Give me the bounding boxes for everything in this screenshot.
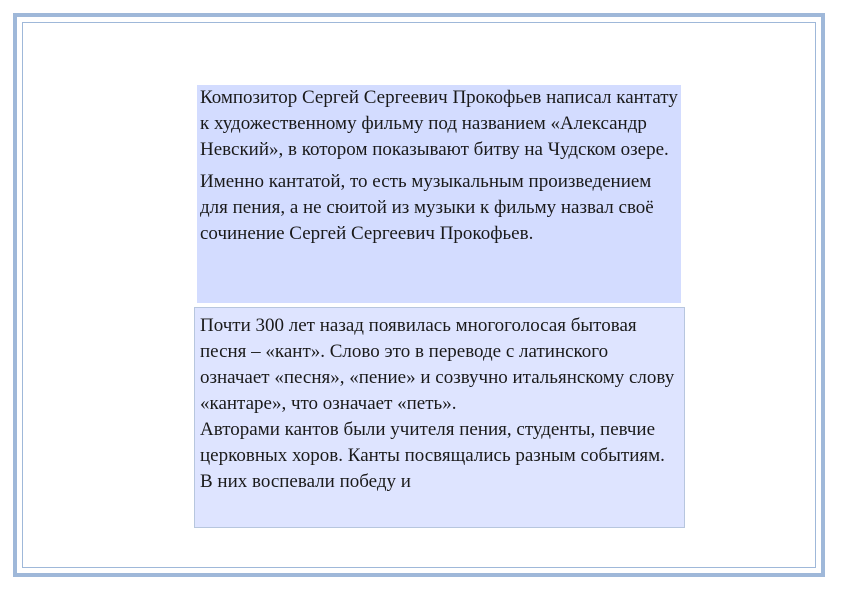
paragraph: Именно кантатой, то есть музыкальным произведением для пения, а не сюитой из музыки к фильму назвал своё сочинение Сергей Сергеевич Прокофьев. [200,171,654,244]
paragraph: Авторами кантов были учителя пения, студенты, певчие церковных хоров. Канты посвящались разным событиям. В них воспевали победу и [200,419,665,492]
prokofiev-text-block [197,85,681,303]
paragraph: Почти 300 лет назад появилась многоголосая бытовая песня – «кант». Слово это в переводе с латинского означает «песня», «пение» и созвучно итальянскому слову «кантаре», что означает «петь». [200,315,675,414]
paragraph: Композитор Сергей Сергеевич Прокофьев написал кантату к художественному фильму под названием «Александр Невский», в котором показывают битву на Чудском озере. [200,87,678,160]
kant-text-block [194,307,685,528]
